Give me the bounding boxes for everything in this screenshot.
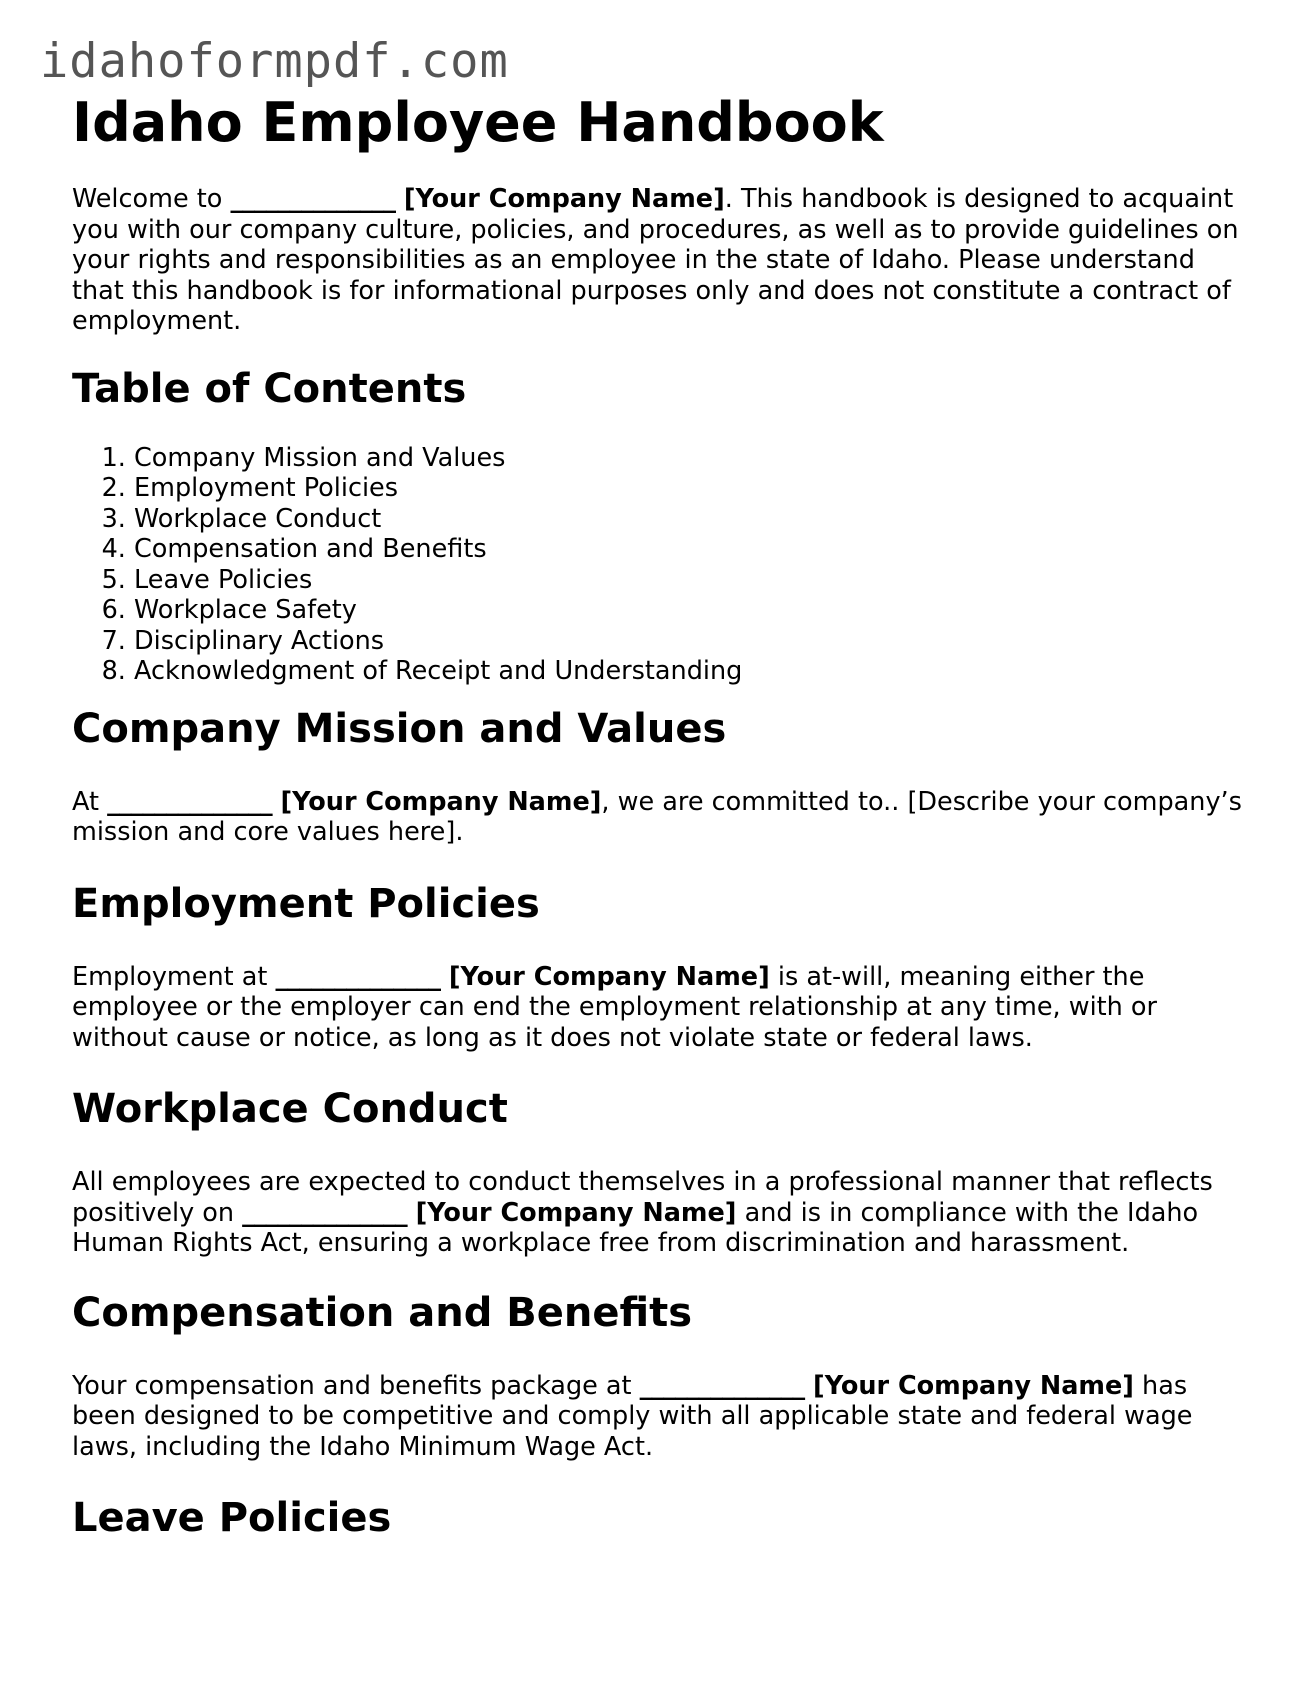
leave-policies-heading: Leave Policies bbox=[72, 1495, 392, 1541]
placeholder-label: [Your Company Name] bbox=[813, 1370, 1134, 1401]
compensation-paragraph bbox=[72, 1371, 1242, 1463]
toc-item: 6. Workplace Safety bbox=[134, 595, 1242, 626]
toc-item: 4. Compensation and Benefits bbox=[134, 534, 1242, 565]
toc-item: 8. Acknowledgment of Receipt and Understanding bbox=[134, 656, 1242, 687]
mission-text-start: At bbox=[72, 786, 108, 817]
employment-policies-heading: Employment Policies bbox=[72, 880, 540, 927]
blank-line: ______________ bbox=[230, 184, 395, 214]
toc-item: 2. Employment Policies bbox=[134, 473, 1242, 504]
employment-text-start: Employment at bbox=[72, 961, 276, 992]
employment-policies-paragraph bbox=[72, 962, 1242, 1054]
intro-text-end: . This handbook is designed to acquaint you with our company culture, policies, and procedures, as well as to provide guidelines on your rights and responsibilities as an employee in the state of Idaho. Please understand that this handbook is for informational purposes only and does not constitute a contract of employment. bbox=[72, 184, 1239, 336]
placeholder-label: [Your Company Name] bbox=[415, 1197, 737, 1228]
workplace-conduct-heading: Workplace Conduct bbox=[72, 1086, 508, 1132]
blank-line: ______________ bbox=[275, 961, 440, 992]
mission-heading: Company Mission and Values bbox=[72, 705, 727, 752]
toc-item: 7. Disciplinary Actions bbox=[134, 626, 1242, 657]
placeholder-label: [Your Company Name] bbox=[448, 961, 770, 992]
blank-line: ______________ bbox=[242, 1197, 407, 1228]
intro-paragraph bbox=[72, 184, 1242, 337]
conduct-text-end: and is in compliance with the Idaho Human Rights Act, ensuring a workplace free from discrimination and harassment. bbox=[72, 1197, 1199, 1258]
company-name-placeholder bbox=[242, 1198, 736, 1228]
compensation-heading: Compensation and Benefits bbox=[72, 1289, 693, 1336]
company-name-placeholder bbox=[640, 1371, 1134, 1401]
document-page bbox=[72, 90, 1242, 1542]
mission-text-end: , we are committed to.. [Describe your company’s mission and core values here]. bbox=[72, 786, 1242, 847]
document-title: Idaho Employee Handbook bbox=[72, 91, 884, 154]
mission-paragraph bbox=[72, 787, 1242, 848]
company-name-placeholder bbox=[230, 184, 724, 214]
conduct-text-start: All employees are expected to conduct themselves in a professional manner that reflects positively on bbox=[72, 1167, 1213, 1228]
placeholder-label: [Your Company Name] bbox=[403, 184, 725, 214]
blank-line: ______________ bbox=[107, 786, 272, 817]
employment-text-end: is at-will, meaning either the employee or the employer can end the employment relationship at any time, with or without cause or notice, as long as it does not violate state or federal laws. bbox=[72, 961, 1158, 1053]
company-name-placeholder bbox=[107, 787, 601, 817]
toc-item: 3. Workplace Conduct bbox=[134, 504, 1242, 535]
toc-item: 1. Company Mission and Values bbox=[134, 443, 1242, 474]
toc-heading: Table of Contents bbox=[72, 365, 467, 412]
compensation-text-end: has been designed to be competitive and comply with all applicable state and federal wage laws, including the Idaho Minimum Wage Act. bbox=[72, 1370, 1193, 1462]
watermark: idahoformpdf.com bbox=[40, 34, 509, 89]
toc-list bbox=[72, 443, 1242, 687]
blank-line: ______________ bbox=[639, 1370, 805, 1401]
company-name-placeholder bbox=[275, 962, 769, 992]
toc-item: 5. Leave Policies bbox=[134, 565, 1242, 596]
compensation-text-start: Your compensation and benefits package at bbox=[72, 1370, 640, 1401]
workplace-conduct-paragraph bbox=[72, 1167, 1242, 1259]
intro-text-start: Welcome to bbox=[72, 184, 231, 214]
placeholder-label: [Your Company Name] bbox=[280, 786, 602, 817]
